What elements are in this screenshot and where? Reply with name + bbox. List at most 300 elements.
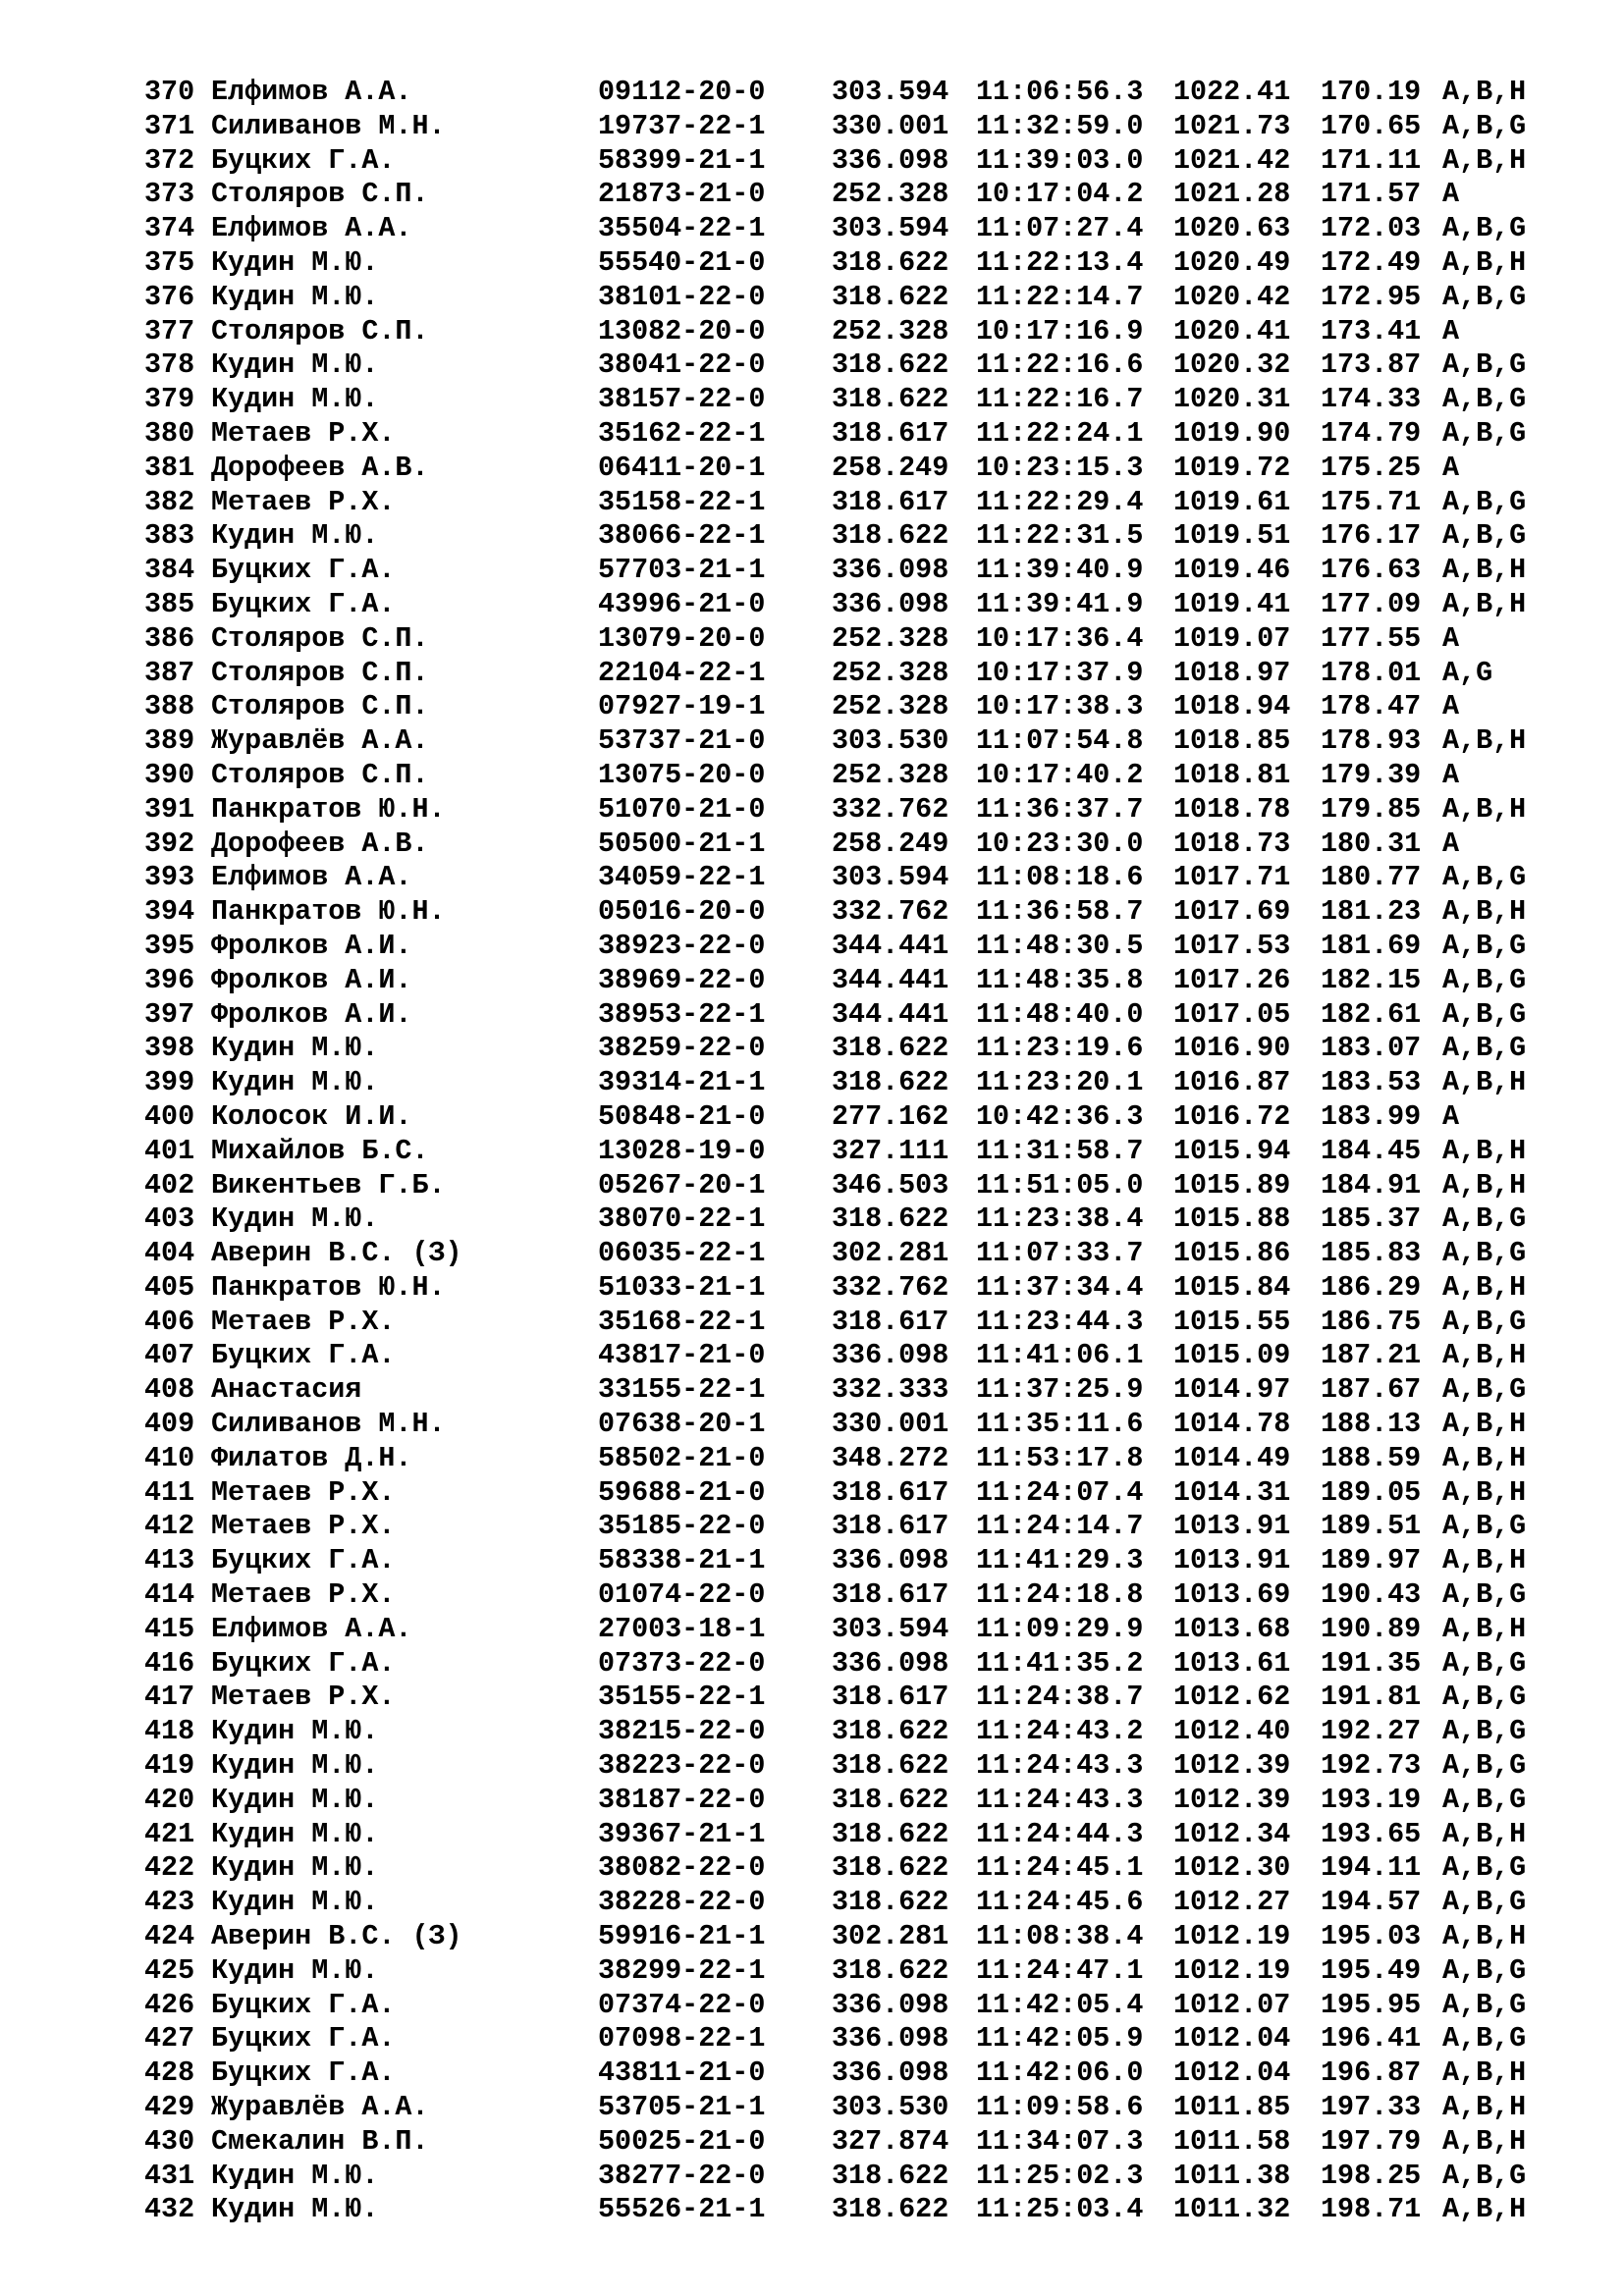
time-value: 11:24:47.1: [976, 1953, 1144, 1987]
participant-name: Столяров С.П.: [211, 656, 429, 689]
time-value: 11:06:56.3: [976, 76, 1144, 108]
row-number: 377: [144, 314, 195, 347]
row-number: 419: [144, 1749, 195, 1783]
distance-value: 318.622: [832, 2193, 949, 2226]
distance-value: 252.328: [832, 690, 949, 723]
row-number: 400: [144, 1099, 195, 1133]
table-row: [144, 1886, 1578, 1920]
table-row: [144, 793, 1578, 828]
participant-name: Буцких Г.А.: [211, 554, 396, 587]
record-id: 35185-22-0: [598, 1510, 766, 1543]
record-id: 50025-21-0: [598, 2124, 766, 2158]
table-row: [144, 1954, 1578, 1989]
class-codes: A,B,H: [1442, 1408, 1527, 1441]
class-codes: A,B,H: [1442, 1066, 1527, 1099]
distance-value: 303.594: [832, 212, 949, 245]
score-value: 193.19: [1321, 1783, 1422, 1816]
score-value: 184.45: [1321, 1134, 1422, 1167]
class-codes: A,B,G: [1442, 1305, 1527, 1338]
distance-value: 318.622: [832, 348, 949, 382]
distance-value: 318.617: [832, 1305, 949, 1338]
table-row: [144, 417, 1578, 452]
record-id: 38157-22-0: [598, 383, 766, 416]
row-number: 402: [144, 1168, 195, 1201]
participant-name: Метаев Р.Х.: [211, 416, 396, 450]
table-row: [144, 759, 1578, 793]
table-row: [144, 1749, 1578, 1784]
speed-value: 1012.04: [1173, 2056, 1291, 2090]
row-number: 425: [144, 1953, 195, 1987]
participant-name: Метаев Р.Х.: [211, 1578, 396, 1612]
class-codes: A,B,H: [1442, 245, 1527, 279]
record-id: 38215-22-0: [598, 1715, 766, 1748]
participant-name: Анастасия: [211, 1373, 362, 1407]
time-value: 11:34:07.3: [976, 2124, 1144, 2158]
speed-value: 1019.51: [1173, 519, 1291, 553]
time-value: 11:22:24.1: [976, 416, 1144, 450]
participant-name: Буцких Г.А.: [211, 1544, 396, 1577]
speed-value: 1019.41: [1173, 587, 1291, 620]
table-row: [144, 1339, 1578, 1373]
distance-value: 303.530: [832, 724, 949, 758]
distance-value: 302.281: [832, 1920, 949, 1953]
speed-value: 1017.26: [1173, 963, 1291, 996]
speed-value: 1012.62: [1173, 1681, 1291, 1714]
record-id: 53737-21-0: [598, 724, 766, 758]
class-codes: A,B,G: [1442, 1373, 1527, 1407]
speed-value: 1012.04: [1173, 2022, 1291, 2056]
speed-value: 1019.90: [1173, 416, 1291, 450]
time-value: 11:09:58.6: [976, 2091, 1144, 2124]
participant-name: Столяров С.П.: [211, 690, 429, 723]
score-value: 188.59: [1321, 1441, 1422, 1474]
row-number: 418: [144, 1715, 195, 1748]
participant-name: Аверин В.С. (З): [211, 1237, 462, 1270]
class-codes: A,B,G: [1442, 1202, 1527, 1236]
speed-value: 1012.34: [1173, 1817, 1291, 1850]
speed-value: 1012.19: [1173, 1920, 1291, 1953]
record-id: 27003-18-1: [598, 1612, 766, 1645]
speed-value: 1020.32: [1173, 348, 1291, 382]
time-value: 11:07:27.4: [976, 212, 1144, 245]
distance-value: 258.249: [832, 827, 949, 860]
row-number: 395: [144, 929, 195, 962]
table-row: [144, 622, 1578, 657]
record-id: 06411-20-1: [598, 451, 766, 484]
time-value: 11:39:03.0: [976, 143, 1144, 177]
time-value: 11:25:02.3: [976, 2159, 1144, 2192]
row-number: 386: [144, 621, 195, 655]
row-number: 415: [144, 1612, 195, 1645]
row-number: 380: [144, 416, 195, 450]
time-value: 11:07:33.7: [976, 1237, 1144, 1270]
table-row: [144, 1715, 1578, 1749]
score-value: 194.57: [1321, 1886, 1422, 1919]
class-codes: A,B,G: [1442, 2159, 1527, 2192]
class-codes: A: [1442, 690, 1460, 723]
participant-name: Столяров С.П.: [211, 314, 429, 347]
record-id: 38082-22-0: [598, 1851, 766, 1885]
table-row: [144, 452, 1578, 486]
row-number: 408: [144, 1373, 195, 1407]
table-row: [144, 1544, 1578, 1578]
table-row: [144, 2022, 1578, 2056]
record-id: 38969-22-0: [598, 963, 766, 996]
class-codes: A: [1442, 314, 1460, 347]
time-value: 11:42:05.4: [976, 1988, 1144, 2021]
row-number: 411: [144, 1475, 195, 1509]
participant-name: Буцких Г.А.: [211, 1646, 396, 1680]
participant-name: Столяров С.П.: [211, 758, 429, 791]
distance-value: 344.441: [832, 929, 949, 962]
record-id: 38228-22-0: [598, 1886, 766, 1919]
speed-value: 1013.91: [1173, 1510, 1291, 1543]
class-codes: A,B,G: [1442, 109, 1527, 142]
class-codes: A,B,H: [1442, 895, 1527, 929]
distance-value: 318.617: [832, 1510, 949, 1543]
time-value: 11:36:37.7: [976, 792, 1144, 826]
score-value: 178.93: [1321, 724, 1422, 758]
table-row: [144, 1818, 1578, 1852]
distance-value: 303.594: [832, 861, 949, 894]
participant-name: Елфимов А.А.: [211, 76, 412, 108]
score-value: 181.69: [1321, 929, 1422, 962]
speed-value: 1021.28: [1173, 178, 1291, 211]
distance-value: 318.622: [832, 1953, 949, 1987]
score-value: 172.03: [1321, 212, 1422, 245]
speed-value: 1011.85: [1173, 2091, 1291, 2124]
score-value: 191.35: [1321, 1646, 1422, 1680]
score-value: 183.99: [1321, 1099, 1422, 1133]
participant-name: Панкратов Ю.Н.: [211, 895, 446, 929]
class-codes: A,B,H: [1442, 1475, 1527, 1509]
record-id: 35162-22-1: [598, 416, 766, 450]
record-id: 06035-22-1: [598, 1237, 766, 1270]
class-codes: A,B,G: [1442, 1953, 1527, 1987]
row-number: 429: [144, 2091, 195, 2124]
row-number: 396: [144, 963, 195, 996]
record-id: 43817-21-0: [598, 1339, 766, 1372]
time-value: 11:32:59.0: [976, 109, 1144, 142]
distance-value: 303.594: [832, 76, 949, 108]
class-codes: A,B,H: [1442, 143, 1527, 177]
distance-value: 332.762: [832, 1270, 949, 1304]
table-row: [144, 212, 1578, 246]
participant-name: Фролков А.И.: [211, 963, 412, 996]
speed-value: 1013.91: [1173, 1544, 1291, 1577]
distance-value: 318.622: [832, 280, 949, 313]
speed-value: 1012.40: [1173, 1715, 1291, 1748]
participant-name: Елфимов А.А.: [211, 212, 412, 245]
speed-value: 1011.38: [1173, 2159, 1291, 2192]
record-id: 58399-21-1: [598, 143, 766, 177]
distance-value: 348.272: [832, 1441, 949, 1474]
record-id: 01074-22-0: [598, 1578, 766, 1612]
time-value: 11:35:11.6: [976, 1408, 1144, 1441]
distance-value: 336.098: [832, 1988, 949, 2021]
time-value: 11:22:29.4: [976, 485, 1144, 518]
distance-value: 318.622: [832, 1783, 949, 1816]
speed-value: 1011.58: [1173, 2124, 1291, 2158]
time-value: 11:24:43.2: [976, 1715, 1144, 1748]
row-number: 427: [144, 2022, 195, 2056]
row-number: 381: [144, 451, 195, 484]
distance-value: 303.530: [832, 2091, 949, 2124]
record-id: 35168-22-1: [598, 1305, 766, 1338]
class-codes: A,B,H: [1442, 1817, 1527, 1850]
row-number: 412: [144, 1510, 195, 1543]
time-value: 10:23:30.0: [976, 827, 1144, 860]
class-codes: A,B,H: [1442, 724, 1527, 758]
distance-value: 336.098: [832, 554, 949, 587]
score-value: 172.49: [1321, 245, 1422, 279]
speed-value: 1012.07: [1173, 1988, 1291, 2021]
score-value: 184.91: [1321, 1168, 1422, 1201]
distance-value: 318.622: [832, 245, 949, 279]
score-value: 170.19: [1321, 76, 1422, 108]
participant-name: Филатов Д.Н.: [211, 1441, 412, 1474]
record-id: 13075-20-0: [598, 758, 766, 791]
time-value: 10:17:40.2: [976, 758, 1144, 791]
time-value: 11:39:40.9: [976, 554, 1144, 587]
class-codes: A,B,H: [1442, 1441, 1527, 1474]
time-value: 11:22:13.4: [976, 245, 1144, 279]
score-value: 183.07: [1321, 1032, 1422, 1065]
time-value: 10:17:38.3: [976, 690, 1144, 723]
participant-name: Кудин М.Ю.: [211, 1953, 379, 1987]
table-row: [144, 110, 1578, 144]
distance-value: 318.622: [832, 1817, 949, 1850]
participant-name: Кудин М.Ю.: [211, 1749, 379, 1783]
table-row: [144, 930, 1578, 964]
record-id: 59916-21-1: [598, 1920, 766, 1953]
record-id: 07638-20-1: [598, 1408, 766, 1441]
score-value: 180.77: [1321, 861, 1422, 894]
time-value: 11:23:19.6: [976, 1032, 1144, 1065]
row-number: 409: [144, 1408, 195, 1441]
table-row: [144, 657, 1578, 691]
score-value: 178.47: [1321, 690, 1422, 723]
class-codes: A,B,G: [1442, 1851, 1527, 1885]
score-value: 177.55: [1321, 621, 1422, 655]
distance-value: 318.617: [832, 416, 949, 450]
time-value: 11:08:38.4: [976, 1920, 1144, 1953]
distance-value: 332.762: [832, 895, 949, 929]
class-codes: A,B,H: [1442, 1270, 1527, 1304]
class-codes: A,B,H: [1442, 1612, 1527, 1645]
distance-value: 336.098: [832, 1646, 949, 1680]
score-value: 195.03: [1321, 1920, 1422, 1953]
time-value: 11:53:17.8: [976, 1441, 1144, 1474]
participant-name: Фролков А.И.: [211, 929, 412, 962]
score-value: 179.85: [1321, 792, 1422, 826]
record-id: 07373-22-0: [598, 1646, 766, 1680]
record-id: 38041-22-0: [598, 348, 766, 382]
participant-name: Панкратов Ю.Н.: [211, 792, 446, 826]
score-value: 197.79: [1321, 2124, 1422, 2158]
score-value: 176.63: [1321, 554, 1422, 587]
record-id: 13082-20-0: [598, 314, 766, 347]
participant-name: Викентьев Г.Б.: [211, 1168, 446, 1201]
score-value: 190.43: [1321, 1578, 1422, 1612]
speed-value: 1017.05: [1173, 997, 1291, 1031]
record-id: 58338-21-1: [598, 1544, 766, 1577]
score-value: 174.33: [1321, 383, 1422, 416]
table-row: [144, 1647, 1578, 1682]
record-id: 21873-21-0: [598, 178, 766, 211]
record-id: 05016-20-0: [598, 895, 766, 929]
row-number: 403: [144, 1202, 195, 1236]
participant-name: Панкратов Ю.Н.: [211, 1270, 446, 1304]
class-codes: A,B,H: [1442, 2091, 1527, 2124]
score-value: 188.13: [1321, 1408, 1422, 1441]
row-number: 407: [144, 1339, 195, 1372]
participant-name: Колосок И.И.: [211, 1099, 412, 1133]
row-number: 374: [144, 212, 195, 245]
distance-value: 303.594: [832, 1612, 949, 1645]
participant-name: Кудин М.Ю.: [211, 1032, 379, 1065]
time-value: 11:36:58.7: [976, 895, 1144, 929]
participant-name: Кудин М.Ю.: [211, 245, 379, 279]
row-number: 376: [144, 280, 195, 313]
distance-value: 318.622: [832, 1715, 949, 1748]
class-codes: A,B,H: [1442, 1544, 1527, 1577]
participant-name: Михайлов Б.С.: [211, 1134, 429, 1167]
distance-value: 336.098: [832, 143, 949, 177]
record-id: 43996-21-0: [598, 587, 766, 620]
row-number: 378: [144, 348, 195, 382]
speed-value: 1015.86: [1173, 1237, 1291, 1270]
distance-value: 318.617: [832, 1475, 949, 1509]
distance-value: 318.622: [832, 2159, 949, 2192]
class-codes: A,B,G: [1442, 416, 1527, 450]
record-id: 50500-21-1: [598, 827, 766, 860]
time-value: 11:24:14.7: [976, 1510, 1144, 1543]
distance-value: 252.328: [832, 314, 949, 347]
record-id: 09112-20-0: [598, 76, 766, 108]
participant-name: Смекалин В.П.: [211, 2124, 429, 2158]
table-row: [144, 2125, 1578, 2160]
score-value: 195.95: [1321, 1988, 1422, 2021]
record-id: 51070-21-0: [598, 792, 766, 826]
distance-value: 336.098: [832, 587, 949, 620]
score-value: 178.01: [1321, 656, 1422, 689]
speed-value: 1019.46: [1173, 554, 1291, 587]
distance-value: 330.001: [832, 109, 949, 142]
row-number: 404: [144, 1237, 195, 1270]
class-codes: A,B,G: [1442, 1749, 1527, 1783]
distance-value: 318.622: [832, 383, 949, 416]
class-codes: A,B,G: [1442, 1510, 1527, 1543]
record-id: 38953-22-1: [598, 997, 766, 1031]
speed-value: 1015.09: [1173, 1339, 1291, 1372]
distance-value: 277.162: [832, 1099, 949, 1133]
distance-value: 318.622: [832, 519, 949, 553]
distance-value: 302.281: [832, 1237, 949, 1270]
class-codes: A,B,H: [1442, 2056, 1527, 2090]
row-number: 391: [144, 792, 195, 826]
time-value: 10:17:37.9: [976, 656, 1144, 689]
time-value: 11:25:03.4: [976, 2193, 1144, 2226]
time-value: 11:39:41.9: [976, 587, 1144, 620]
row-number: 423: [144, 1886, 195, 1919]
speed-value: 1015.88: [1173, 1202, 1291, 1236]
score-value: 179.39: [1321, 758, 1422, 791]
speed-value: 1018.73: [1173, 827, 1291, 860]
speed-value: 1016.72: [1173, 1099, 1291, 1133]
participant-name: Дорофеев А.В.: [211, 451, 429, 484]
record-id: 38277-22-0: [598, 2159, 766, 2192]
row-number: 430: [144, 2124, 195, 2158]
score-value: 197.33: [1321, 2091, 1422, 2124]
score-value: 174.79: [1321, 416, 1422, 450]
class-codes: A,B,G: [1442, 929, 1527, 962]
record-id: 38259-22-0: [598, 1032, 766, 1065]
table-row: [144, 519, 1578, 554]
score-value: 186.29: [1321, 1270, 1422, 1304]
table-row: [144, 1920, 1578, 1954]
row-number: 394: [144, 895, 195, 929]
speed-value: 1020.63: [1173, 212, 1291, 245]
class-codes: A,G: [1442, 656, 1493, 689]
participant-name: Буцких Г.А.: [211, 1339, 396, 1372]
score-value: 175.25: [1321, 451, 1422, 484]
participant-name: Кудин М.Ю.: [211, 1783, 379, 1816]
class-codes: A,B,G: [1442, 963, 1527, 996]
time-value: 11:22:31.5: [976, 519, 1144, 553]
time-value: 11:37:25.9: [976, 1373, 1144, 1407]
participant-name: Журавлёв А.А.: [211, 724, 429, 758]
speed-value: 1012.27: [1173, 1886, 1291, 1919]
score-value: 192.27: [1321, 1715, 1422, 1748]
table-row: [144, 1510, 1578, 1544]
participant-name: Буцких Г.А.: [211, 2056, 396, 2090]
speed-value: 1020.41: [1173, 314, 1291, 347]
time-value: 11:37:34.4: [976, 1270, 1144, 1304]
record-id: 22104-22-1: [598, 656, 766, 689]
row-number: 385: [144, 587, 195, 620]
participant-name: Силиванов М.Н.: [211, 109, 446, 142]
participant-name: Кудин М.Ю.: [211, 348, 379, 382]
record-id: 13028-19-0: [598, 1134, 766, 1167]
class-codes: A,B,H: [1442, 554, 1527, 587]
speed-value: 1019.07: [1173, 621, 1291, 655]
time-value: 11:24:43.3: [976, 1749, 1144, 1783]
table-row: [144, 1408, 1578, 1442]
record-id: 58502-21-0: [598, 1441, 766, 1474]
speed-value: 1021.42: [1173, 143, 1291, 177]
class-codes: A,B,H: [1442, 76, 1527, 108]
distance-value: 332.333: [832, 1373, 949, 1407]
class-codes: A,B,G: [1442, 212, 1527, 245]
speed-value: 1018.81: [1173, 758, 1291, 791]
score-value: 176.17: [1321, 519, 1422, 553]
row-number: 382: [144, 485, 195, 518]
participant-name: Кудин М.Ю.: [211, 1066, 379, 1099]
record-id: 38923-22-0: [598, 929, 766, 962]
row-number: 421: [144, 1817, 195, 1850]
speed-value: 1012.19: [1173, 1953, 1291, 1987]
time-value: 11:48:30.5: [976, 929, 1144, 962]
table-row: [144, 2160, 1578, 2194]
distance-value: 252.328: [832, 656, 949, 689]
row-number: 420: [144, 1783, 195, 1816]
record-id: 05267-20-1: [598, 1168, 766, 1201]
score-value: 182.15: [1321, 963, 1422, 996]
row-number: 372: [144, 143, 195, 177]
speed-value: 1016.90: [1173, 1032, 1291, 1065]
table-row: [144, 1373, 1578, 1408]
